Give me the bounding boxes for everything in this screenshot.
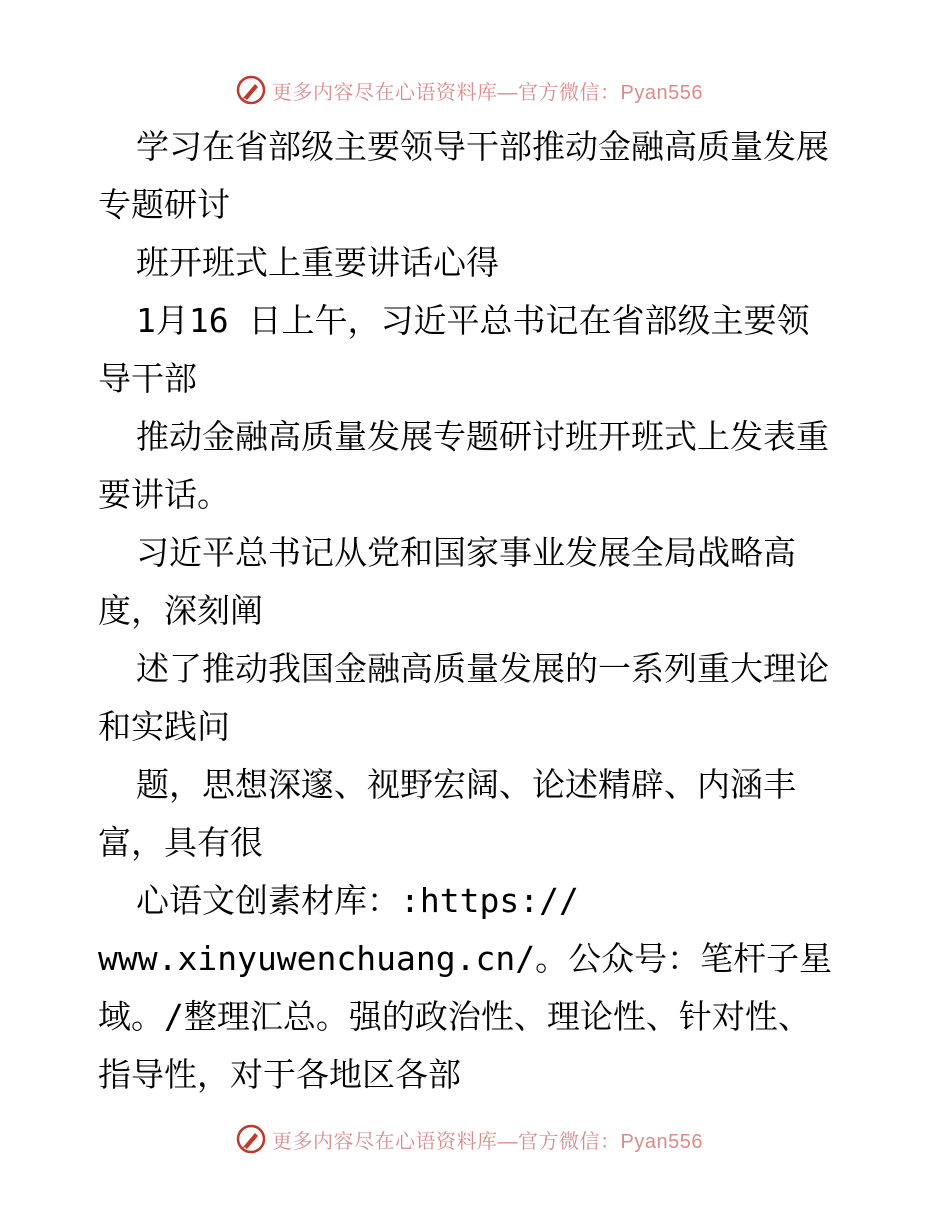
paragraph-line: 班开班式上重要讲话心得 (136, 243, 499, 282)
paragraph-line: 度，深刻阐 (98, 591, 263, 630)
paragraph-line: 述了推动我国金融高质量发展的一系列重大理论 (136, 649, 829, 688)
header-watermark (236, 73, 716, 107)
paragraph-line: 1月16 日上午，习近平总书记在省部级主要领 (136, 301, 810, 340)
paragraph-line: 导干部 (98, 359, 197, 398)
document-body (98, 118, 868, 1104)
paragraph-line: 心语文创素材库：:https:// (136, 881, 579, 920)
paragraph-line: 指导性，对于各地区各部 (98, 1055, 461, 1094)
paragraph-line: 题，思想深邃、视野宏阔、论述精辟、内涵丰 (136, 765, 796, 804)
paragraph-line: 习近平总书记从党和国家事业发展全局战略高 (136, 533, 796, 572)
paragraph-line: 推动金融高质量发展专题研讨班开班式上发表重 (136, 417, 829, 456)
paragraph-line: 专题研讨 (98, 185, 230, 224)
paragraph-line: 学习在省部级主要领导干部推动金融高质量发展 (136, 127, 829, 166)
paragraph-line: 富，具有很 (98, 823, 263, 862)
pen-circle-logo-icon (236, 1124, 266, 1154)
pen-circle-logo-icon (236, 75, 266, 105)
watermark-text: 更多内容尽在心语资料库—官方微信：Pyan556 (272, 1130, 703, 1153)
paragraph-line: 要讲话。 (98, 475, 230, 514)
watermark-text: 更多内容尽在心语资料库—官方微信：Pyan556 (272, 81, 703, 104)
footer-watermark (236, 1122, 716, 1156)
paragraph-line: 和实践问 (98, 707, 230, 746)
paragraph-line: 域。/整理汇总。强的政治性、理论性、针对性、 (98, 997, 811, 1036)
paragraph-line: www.xinyuwenchuang.cn/。公众号：笔杆子星 (98, 939, 833, 978)
